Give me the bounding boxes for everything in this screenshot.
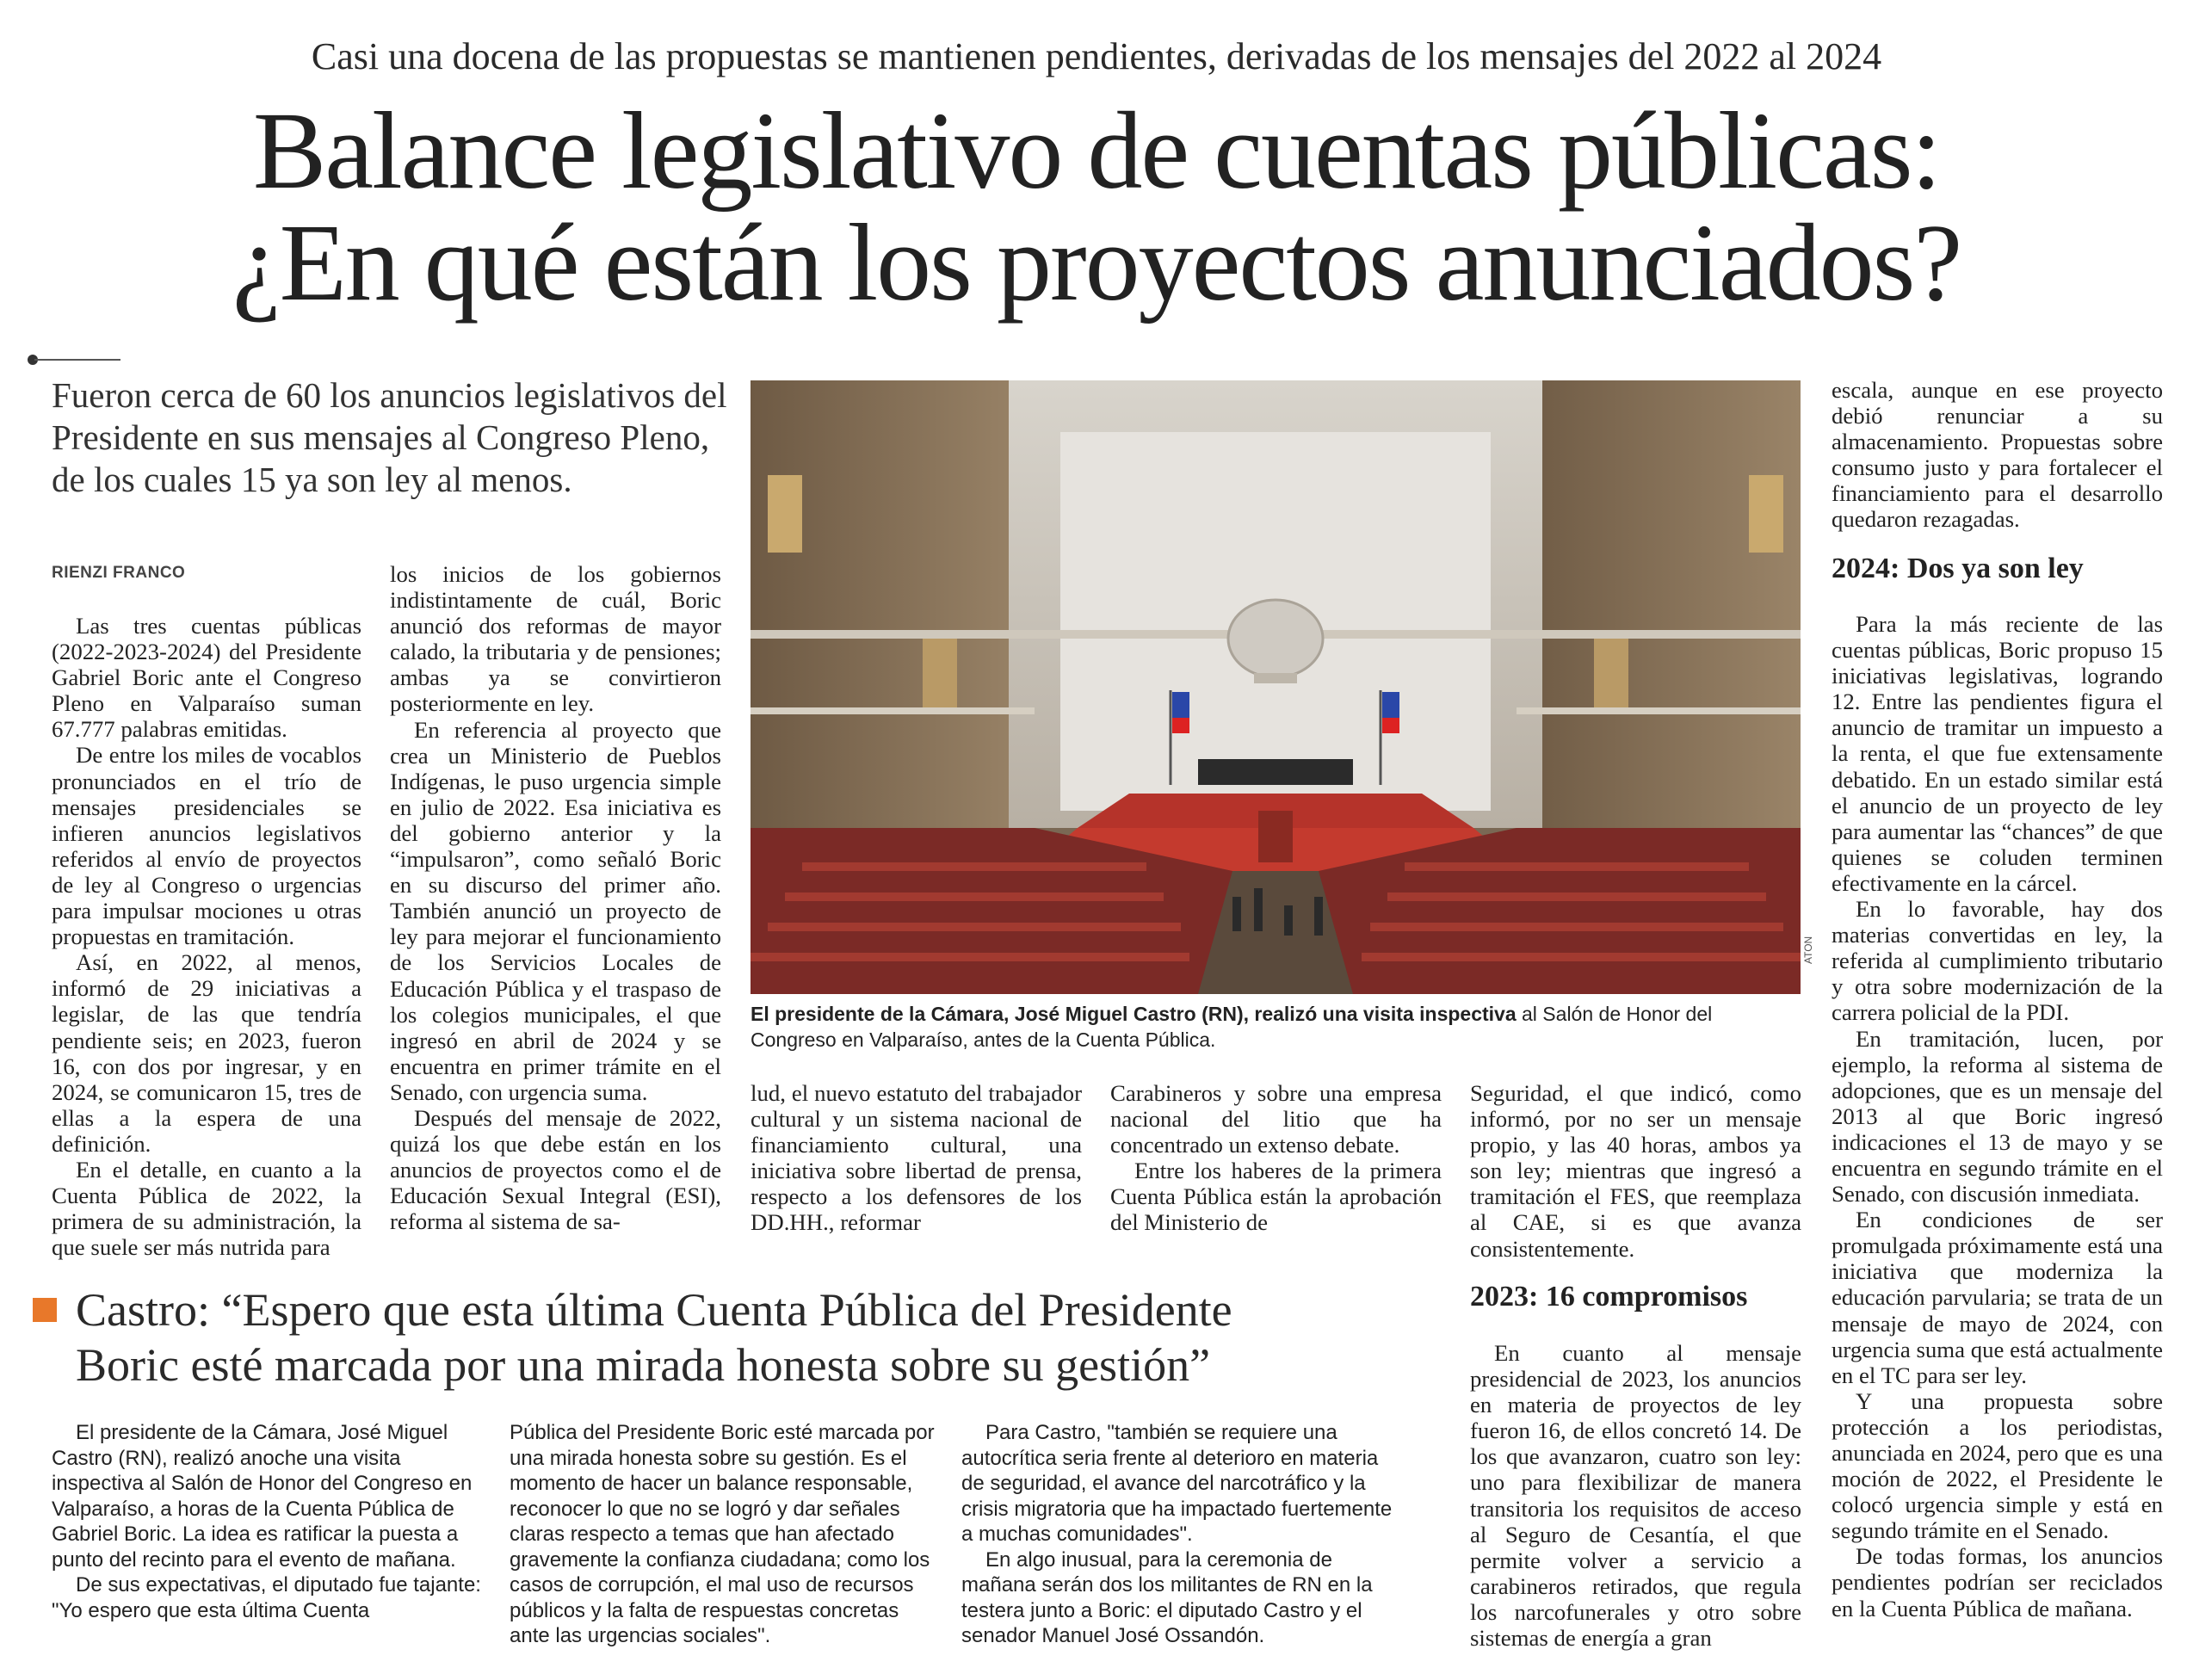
caption-bold: El presidente de la Cámara, José Miguel Castro (RN), realizó una visita inspectiva bbox=[751, 1003, 1517, 1025]
chamber-illustration bbox=[751, 380, 1801, 994]
article-column-6b bbox=[1832, 611, 2163, 1621]
paragraph: En el detalle, en cuanto a la Cuenta Pública de 2022, la primera de su administración, la que suele ser más nutrida para bbox=[52, 1156, 361, 1261]
article-column-1 bbox=[52, 613, 361, 1260]
article-column-3 bbox=[751, 1080, 1082, 1236]
article-column-5 bbox=[1470, 1080, 1801, 1262]
paragraph: Seguridad, el que indicó, como informó, por no ser un mensaje propio, y las 40 horas, ambos ya son ley; mientras que ingresó a tramitación el FES, que reemplaza al CAE, si es que avanza consistentemente. bbox=[1470, 1080, 1801, 1262]
paragraph: De todas formas, los anuncios pendientes podrían ser reciclados en la Cuenta Pública de mañana. bbox=[1832, 1543, 2163, 1621]
paragraph: Las tres cuentas públicas (2022-2023-2024) del Presidente Gabriel Boric ante el Congreso Pleno en Valparaíso suman 67.777 palabras emitidas. bbox=[52, 613, 361, 743]
paragraph: En algo inusual, para la ceremonia de mañana serán dos los militantes de RN en la testera junto a Boric: el diputado Castro y el senador Manuel José Ossandón. bbox=[961, 1547, 1373, 1647]
paragraph: lud, el nuevo estatuto del trabajador cultural y un sistema nacional de financiamiento cultural, una iniciativa sobre libertad de prensa, respecto a los defensores de los DD.HH., reformar bbox=[751, 1080, 1082, 1236]
paragraph: Así, en 2022, al menos, informó de 29 iniciativas a legislar, de las que tendría pendiente seis; en 2023, fueron 16, con dos por ingresar, y en 2024, se comunicaron 15, tres de ellas a la espera de una definición. bbox=[52, 949, 361, 1157]
paragraph: En condiciones de ser promulgada próximamente está una iniciativa que moderniza la educación parvularia; se trata de un mensaje de mayo de 2024, con urgencia suma que está actualmente en el TC para ser ley. bbox=[1832, 1207, 2163, 1388]
orange-square-icon bbox=[33, 1298, 57, 1322]
box-headline bbox=[33, 1282, 1410, 1393]
paragraph: Pública del Presidente Boric esté marcada por una mirada honesta sobre su gestión. Es el momento de hacer un balance responsable, reconocer lo que no se logró y dar señales claras respecto a temas que han afectado gravemente la confianza ciudadana; como los casos de corrupción, el mal uso de recursos públicos y la falta de respuestas concretas ante las urgencias sociales". bbox=[510, 1421, 935, 1647]
chamber-photo bbox=[751, 380, 1801, 994]
article-column-6a bbox=[1832, 377, 2163, 533]
paragraph: Después del mensaje de 2022, quizá los que debe están en los anuncios de proyectos como el de Educación Sexual Integral (ESI), reforma al sistema de sa- bbox=[390, 1104, 721, 1235]
paragraph: Para Castro, "también se requiere una autocrítica seria frente al deterioro en materia de seguridad, el avance del narcotráfico y la crisis migratoria que ha impactado fuertemente a muchas comunidades". bbox=[961, 1421, 1393, 1546]
subhead-2023: 2023: 16 compromisos bbox=[1470, 1281, 1748, 1312]
photo-caption bbox=[751, 1001, 1801, 1053]
photo-credit: ATON bbox=[1802, 936, 1814, 964]
subhead-2024: 2024: Dos ya son ley bbox=[1832, 553, 2084, 584]
paragraph: En lo favorable, hay dos materias convertidas en ley, la referida al cumplimiento tributario y otra sobre modernización de la carrera policial de la PDI. bbox=[1832, 896, 2163, 1026]
paragraph: De sus expectativas, el diputado fue tajante: "Yo espero que esta última Cuenta bbox=[52, 1573, 481, 1622]
box-column-3 bbox=[961, 1420, 1396, 1649]
paragraph: En tramitación, lucen, por ejemplo, la reforma al sistema de adopciones, que es un mensaje del 2013 al que Boric ingresó indicaciones el 13 de mayo y se encuentra en segundo trámite en el Senado, con discusión inmediata. bbox=[1832, 1025, 2163, 1208]
headline-line-1: Balance legislativo de cuentas públicas: bbox=[252, 90, 1941, 212]
box-headline-line-1: Castro: “Espero que esta última Cuenta Pública del Presidente bbox=[33, 1282, 1410, 1337]
box-column-2 bbox=[510, 1420, 944, 1649]
paragraph: El presidente de la Cámara, José Miguel Castro (RN), realizó anoche una visita inspectiva al Salón de Honor del Congreso en Valparaíso, a horas de la Cuenta Pública de Gabriel Boric. La idea es ratificar la puesta a punto del recinto para el evento de mañana. bbox=[52, 1421, 473, 1572]
caption-rest: al Salón de Honor del Congreso en Valparaíso, antes de la Cuenta Pública. bbox=[751, 1003, 1713, 1051]
headline-line-2: ¿En qué están los proyectos anunciados? bbox=[232, 201, 1961, 324]
article-column-2 bbox=[390, 561, 721, 1234]
paragraph: los inicios de los gobiernos indistintamente de cuál, Boric anunció dos reformas de mayor calado, la tributaria y de pensiones; ambas ya se convirtieron posteriormente en ley. bbox=[390, 561, 721, 717]
paragraph: Para la más reciente de las cuentas públicas, Boric propuso 15 iniciativas legislativas, logrando 12. Entre las pendientes figura el anuncio de tramitar un impuesto a la renta, el que fue extensamente debatido. En un estado similar está el anuncio de un proyecto de ley para aumentar las “chances” de que quienes se coluden terminen efectivamente en la cárcel. bbox=[1832, 611, 2163, 896]
paragraph: Entre los haberes de la primera Cuenta Pública están la aprobación del Ministerio de bbox=[1110, 1158, 1442, 1236]
box-column-1 bbox=[52, 1420, 486, 1623]
box-headline-line-2: Boric esté marcada por una mirada honesta sobre su gestión” bbox=[76, 1339, 1211, 1391]
rule-line bbox=[34, 359, 120, 361]
lead-paragraph: Fueron cerca de 60 los anuncios legislativos del Presidente en sus mensajes al Congreso Pleno, de los cuales 15 ya son ley al menos. bbox=[52, 375, 727, 499]
byline: RIENZI FRANCO bbox=[52, 564, 186, 582]
article-column-5b bbox=[1470, 1340, 1801, 1651]
paragraph: Carabineros y sobre una empresa nacional del litio que ha concentrado un extenso debate. bbox=[1110, 1080, 1442, 1158]
paragraph: Y una propuesta sobre protección a los periodistas, anunciada en 2024, pero que es una moción de 2022, el Presidente le colocó urgencia simple y está en segundo trámite en el Senado. bbox=[1832, 1387, 2163, 1544]
paragraph: De entre los miles de vocablos pronunciados en el trío de mensajes presidenciales se infieren anuncios legislativos referidos al envío de proyectos de ley al Congreso o urgencias para impulsar mociones u otras propuestas en tramitación. bbox=[52, 742, 361, 950]
paragraph: En referencia al proyecto que crea un Ministerio de Pueblos Indígenas, le puso urgencia simple en julio de 2022. Esa iniciativa es del gobierno anterior y la “impulsaron”, como señaló Boric en su discurso del primer año. También anunció un proyecto de ley para mejorar el funcionamiento de los Servicios Locales de Educación Pública y el traspaso de los colegios municipales, el que ingresó en abril de 2024 y se encuentra en primer trámite en el Senado, con urgencia suma. bbox=[390, 716, 721, 1105]
article-column-4 bbox=[1110, 1080, 1442, 1236]
paragraph: En cuanto al mensaje presidencial de 2023, los anuncios en materia de proyectos de ley fueron 16, de ellos concretó 14. De los que avanzaron, cuatro son ley: uno para flexibilizar de manera transitoria los requisitos de acceso al Seguro de Cesantía, el que permite volver a servicio a carabineros retirados, que regula los narcofunerales y otro sobre sistemas de energía a gran bbox=[1470, 1340, 1801, 1652]
paragraph: escala, aunque en ese proyecto debió renunciar a su almacenamiento. Propuestas sobre consumo justo y para fortalecer el financiamiento para el desarrollo quedaron rezagadas. bbox=[1832, 377, 2163, 533]
kicker: Casi una docena de las propuestas se mantienen pendientes, derivadas de los mensajes del 2022 al 2024 bbox=[311, 35, 1882, 77]
